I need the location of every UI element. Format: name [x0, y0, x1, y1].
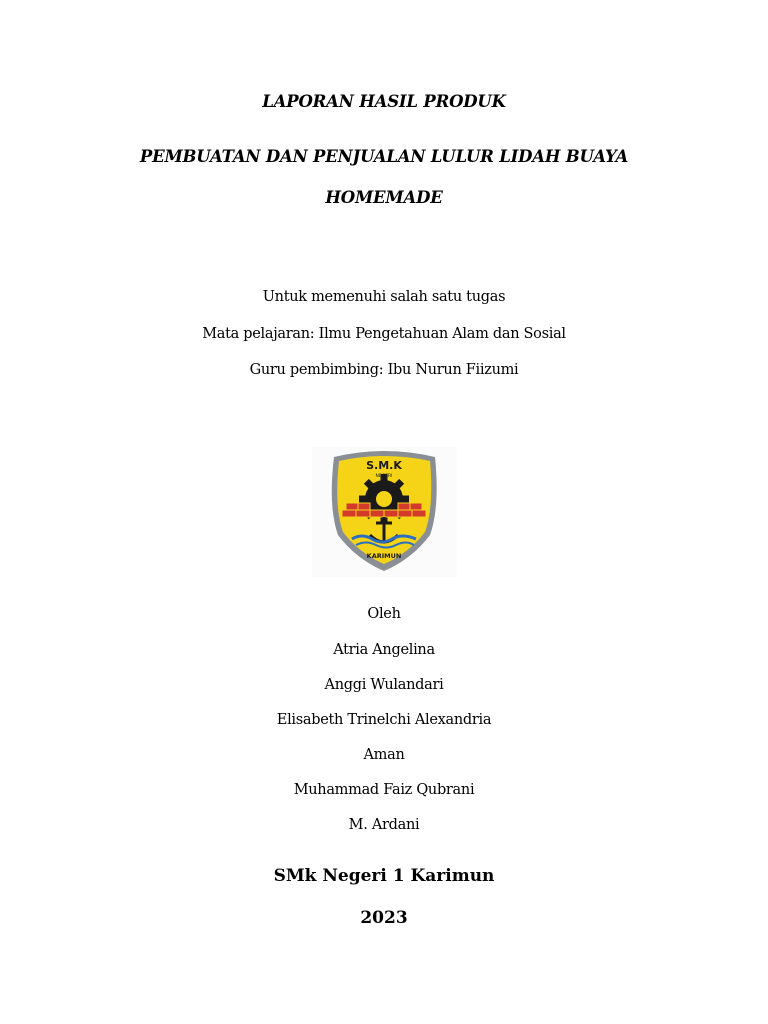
svg-text:S.M.K: S.M.K — [366, 459, 402, 472]
author-name: Muhammad Faiz Qubrani — [293, 782, 475, 798]
svg-text:NEGERI: NEGERI — [375, 474, 393, 479]
school-logo — [312, 447, 457, 577]
teacher-text: Guru pembimbing: Ibu Nurun Fiizumi — [249, 362, 519, 378]
author-name: Atria Angelina — [333, 642, 435, 658]
report-year: 2023 — [360, 908, 408, 928]
subject-text: Mata pelajaran: Ilmu Pengetahuan Alam dan Sosial — [202, 326, 566, 342]
purpose-text: Untuk memenuhi salah satu tugas — [262, 289, 506, 305]
report-subtitle-continued: HOMEMADE — [325, 188, 443, 207]
report-subtitle: PEMBUATAN DAN PENJUALAN LULUR LIDAH BUAYA — [139, 147, 629, 166]
author-name: Elisabeth Trinelchi Alexandria — [276, 712, 492, 728]
author-name: Anggi Wulandari — [324, 677, 444, 693]
author-name: Aman — [363, 747, 405, 763]
report-title: LAPORAN HASIL PRODUK — [262, 92, 506, 111]
school-shield-logo-icon — [312, 447, 457, 577]
author-label: Oleh — [367, 606, 401, 622]
author-name: M. Ardani — [348, 817, 420, 833]
svg-text:KARIMUN: KARIMUN — [366, 552, 402, 560]
school-name: SMk Negeri 1 Karimun — [273, 866, 495, 886]
